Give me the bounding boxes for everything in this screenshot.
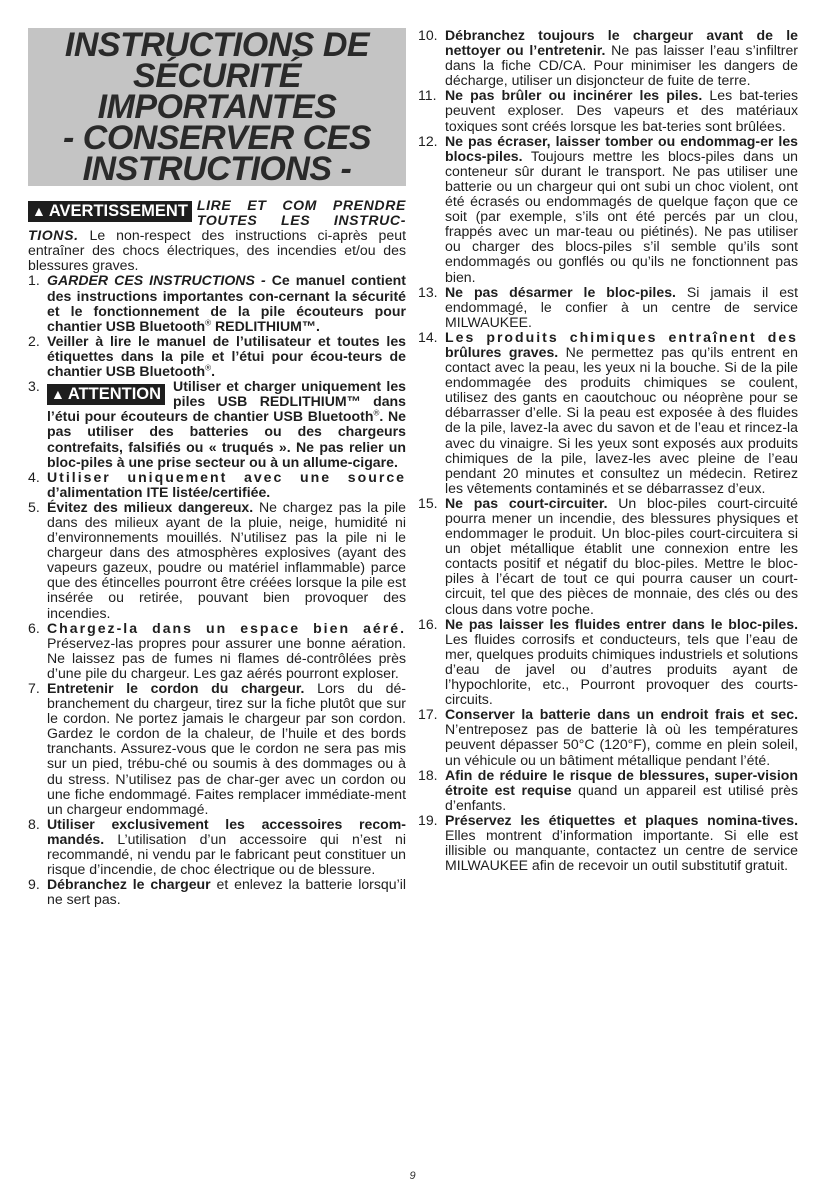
item-number: 9. (28, 876, 40, 893)
list-item: 15. Ne pas court-circuiter. Un bloc-piles court-circuité pourra mener un incendie, des blessures physiques et endommager le produit. Un bloc-piles court-circuitera si un objet métallique établit une connexion entre les contacts positif et négatif du bloc-piles. Mettre le bloc-piles à l’écart de tout ce qui pourra causer un court-circuit, tel que des pièces de monnaie, des clés ou des clous dans votre poche. (418, 494, 798, 617)
page-number: 9 (409, 1170, 416, 1182)
title-line: - CONSERVER CES (63, 119, 371, 157)
list-item: 5. Évitez des milieux dangereux. Ne chargez pas la pile dans des milieux ayant de la pluie, neige, humidité ni d’environnements mouillés. N’utilisez pas la pile ni le chargeur dans des atmosphères explosives (ayant des vapeurs gazeux, poudre ou matériel inflammable) parce que des étincelles pourront être créées lorsque la pile est insérée ou retirée, pouvant bien provoquer des incendies. (28, 498, 406, 621)
list-item: 11. Ne pas brûler ou incinérer les piles. Les bat-teries peuvent exploser. Des vapeurs et des matériaux toxiques sont créés lorsque les bat-teries sont brûlées. (418, 87, 798, 134)
item-number: 13. (418, 283, 438, 300)
warning-text: Le non-respect des instructions ci-après peut entraîner des chocs électriques, des incendies et/ou des blessures graves. (28, 227, 406, 274)
title-line: SÉCURITÉ (133, 57, 301, 95)
item-number: 16. (418, 615, 438, 632)
item-number: 2. (28, 332, 40, 349)
item-number: 10. (418, 27, 438, 43)
list-item: 14. Les produits chimiques entraînent des brûlures graves. Ne permettez pas qu’ils entrent en contact avec la peau, les yeux ni la bouche. Si de la pile endommagée des produits chimiques se coulent, utilisez des gants en caoutchouc ou néoprène pour se débarrasser d’elle. Si la peau est exposée à des fluides de la pile, lavez-la avec du savon et de l’eau et rincez-la avec du vinaigre. Si les yeux sont exposés aux produits chimiques de la pile, lavez-les avec pleine de l’eau pendant 20 minutes et consultez un médecin. Retirez les vêtements contaminés et se débarrassez d’eux. (418, 328, 798, 496)
list-item: 18. Afin de réduire le risque de blessures, super-vision étroite est requise quand un appareil est utilisé près d’enfants. (418, 766, 798, 813)
title-line: IMPORTANTES (97, 88, 337, 126)
item-number: 19. (418, 811, 438, 828)
item-number: 6. (28, 619, 40, 636)
item-number: 8. (28, 815, 40, 832)
item-number: 17. (418, 706, 438, 723)
warning-triangle-icon: ▲ (32, 203, 46, 219)
item-number: 1. (28, 272, 40, 289)
item-number: 15. (418, 494, 438, 511)
list-item: 19. Préservez les étiquettes et plaques nomina-tives. Elles montrent d’information importante. Si elle est illisible ou manquante, contactez un centre de service MILWAUKEE afin de recevoir un outil substitutif gratuit. (418, 811, 798, 874)
right-column (418, 28, 798, 873)
item-number: 11. (418, 87, 437, 104)
warning-paragraph (28, 198, 406, 273)
warning-badge: ▲ AVERTISSEMENT (28, 201, 192, 222)
item-number: 4. (28, 468, 40, 485)
list-item: 2. Veiller à lire le manuel de l’utilisateur et toutes les étiquettes dans la pile et l’étui pour écou-teurs de chantier USB Bluetooth®. (28, 332, 406, 380)
list-item: 4. Utiliser uniquement avec une source d’alimentation ITE listée/certifiée. (28, 468, 406, 500)
attention-badge: ▲ ATTENTION (47, 384, 165, 405)
list-item: 16. Ne pas laisser les fluides entrer dans le bloc-piles. Les fluides corrosifs et conducteurs, tels que l’eau de mer, quelques produits chimiques industriels et solutions d’eau de javel ou d’autres produits ayant de l’hypochlorite, etc., Pourront provoquer des courts-circuits. (418, 615, 798, 708)
item-number: 5. (28, 498, 40, 515)
title-banner (28, 28, 406, 186)
left-column (28, 28, 406, 907)
list-item: 13. Ne pas désarmer le bloc-piles. Si jamais il est endommagé, le confier à un centre de service MILWAUKEE. (418, 283, 798, 330)
list-item: 8. Utiliser exclusivement les accessoires recom-mandés. L’utilisation d’un accessoire qui n’est ni recommandé, ni vendu par le fabricant peut constituer un risque d’incendie, de choc électrique ou de blessure. (28, 815, 406, 878)
list-item: 6. Chargez-la dans un espace bien aéré. Préservez-las propres pour assurer une bonne aération. Ne laissez pas de fumes ni flames dé-contrôlées près d’une pile du chargeur. Les gaz aérés pourront exploser. (28, 619, 406, 681)
list-item: 7. Entretenir le cordon du chargeur. Lors du dé-branchement du chargeur, tirez sur la fiche plutôt que sur le cordon. Ne portez jamais le chargeur par son cordon. Gardez le cordon de la chaleur, de l’huile et des bords tranchants. Assurez-vous que le cordon ne sera pas mis sur un pied, trébu-ché ou soumis à des dommages ou à du stress. N’utilisez pas de char-ger avec un cordon ou une fiche endommagé. Faites remplacer immédiate-ment un chargeur endommagé. (28, 680, 406, 817)
list-item: 10. Débranchez toujours le chargeur avant de le nettoyer ou l’entretenir. Ne pas laisser l’eau s’infiltrer dans la fiche CD/CA. Pour minimiser les dangers de décharge, utiliser un disjoncteur de fuite de terre. (418, 27, 798, 89)
title-line: INSTRUCTIONS DE (64, 26, 370, 64)
list-item: 3. ▲ ATTENTION Utiliser et charger uniquement les piles USB REDLITHIUM™ dans l’étui pour écouteurs de chantier USB Bluetooth®. Ne pas utiliser des batteries ou des chargeurs contrefaits, falsifiés ou « truqués ». Ne pas relier un bloc-piles à une prise secteur ou à un allume-cigare. (28, 378, 406, 470)
title-line: INSTRUCTIONS - (82, 150, 352, 188)
item-number: 18. (418, 766, 438, 783)
list-item: 17. Conserver la batterie dans un endroit frais et sec. N’entreposez pas de batterie là où les températures peuvent dépasser 50°C (120°F), comme en plein soleil, un véhicule ou un bâtiment métallique pendant l’été. (418, 706, 798, 768)
warning-bold-text: LIRE ET COM PRENDRE TOUTES LES INSTRUC-TIONS. (28, 198, 406, 244)
list-item: 12. Ne pas écraser, laisser tomber ou endommag-er les blocs-piles. Toujours mettre les blocs-piles dans un conteneur sûr durant le transport. Ne pas utiliser une batterie ou un chargeur qui ont subi un choc violent, ont été écrasés ou endommagés de quelque façon que ce soit (par exemple, s’ils ont été percés par un clou, frappés avec un mar-teau ou piétinés). Ne pas utiliser ou charger des blocs-piles s’il semble qu’ils sont endommagés ou gonflés ou qu’ils ne fonctionnent pas bien. (418, 132, 798, 285)
item-number: 14. (418, 328, 438, 345)
warning-triangle-icon: ▲ (51, 386, 65, 403)
item-number: 7. (28, 680, 40, 696)
list-item: 1. GARDER CES INSTRUCTIONS - Ce manuel contient des instructions importantes con-cernant la sécurité et le fonctionnement de la pile écouteurs pour chantier USB Bluetooth® REDLITHIUM™. (28, 272, 406, 334)
list-item: 9. Débranchez le chargeur et enlevez la batterie lorsqu’il ne sert pas. (28, 876, 406, 908)
item-number: 3. (28, 378, 40, 395)
item-number: 12. (418, 132, 438, 149)
